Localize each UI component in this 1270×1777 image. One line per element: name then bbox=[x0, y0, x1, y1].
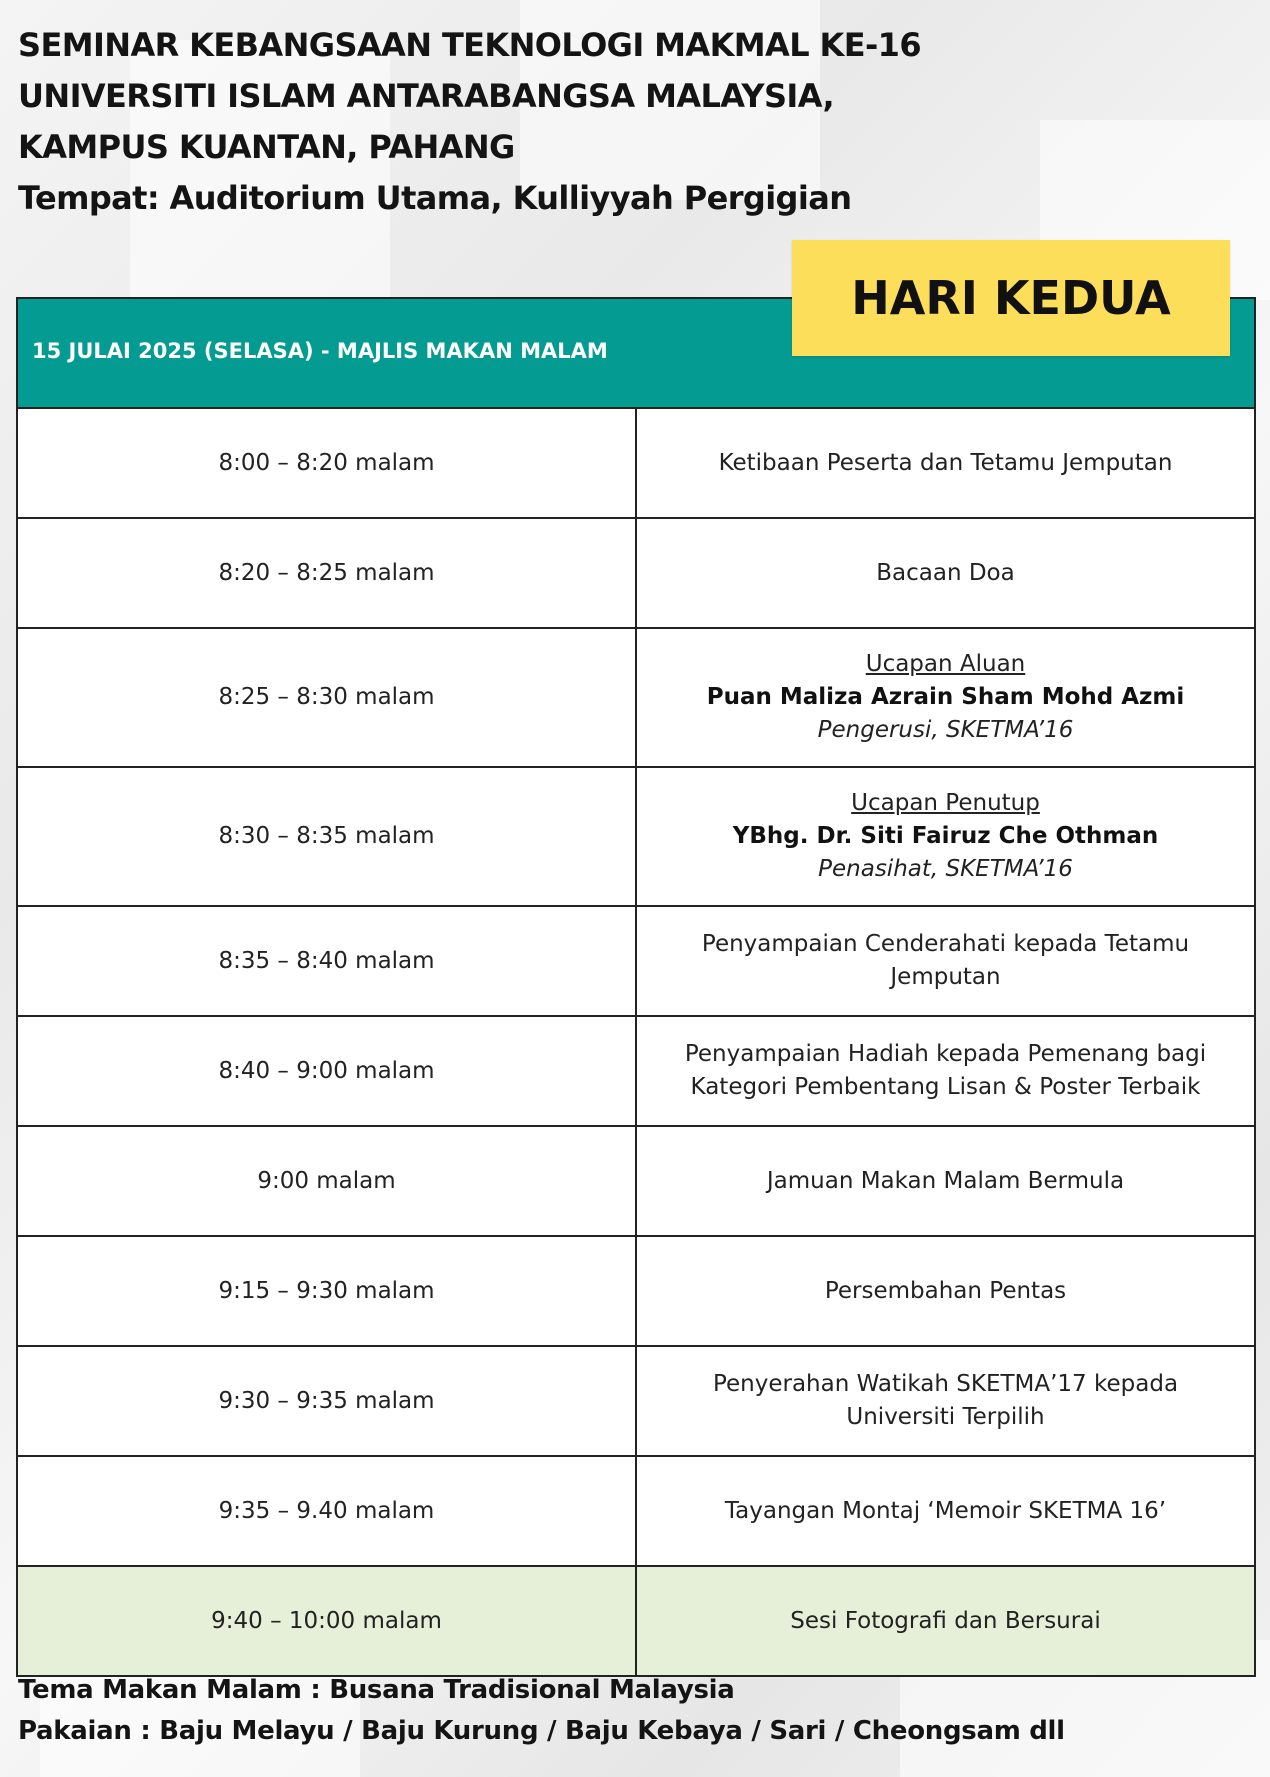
campus-location: KAMPUS KUANTAN, PAHANG bbox=[18, 128, 515, 166]
table-row bbox=[18, 1457, 1254, 1567]
activity-cell bbox=[637, 768, 1254, 905]
activity-cell: Ketibaan Peserta dan Tetamu Jemputan bbox=[718, 449, 1173, 476]
section-title: 15 JULAI 2025 (SELASA) - MAJLIS MAKAN MALAM bbox=[32, 339, 608, 363]
activity-cell bbox=[637, 1347, 1254, 1455]
activity-cell bbox=[637, 907, 1254, 1015]
time-cell: 8:20 – 8:25 malam bbox=[18, 519, 637, 627]
activity-line: Kategori Pembentang Lisan & Poster Terbaik bbox=[690, 1074, 1201, 1100]
attire-note: Pakaian : Baju Melayu / Baju Kurung / Baju Kebaya / Sari / Cheongsam dll bbox=[18, 1716, 1065, 1746]
activity-cell: Tayangan Montaj ‘Memoir SKETMA 16’ bbox=[724, 1497, 1167, 1524]
speaker-name: YBhg. Dr. Siti Fairuz Che Othman bbox=[732, 823, 1159, 849]
table-row bbox=[18, 409, 1254, 519]
time-cell: 8:35 – 8:40 malam bbox=[18, 907, 637, 1015]
table-row bbox=[18, 907, 1254, 1017]
activity-cell bbox=[637, 629, 1254, 766]
event-title: SEMINAR KEBANGSAAN TEKNOLOGI MAKMAL KE-16 bbox=[18, 26, 921, 64]
time-cell: 9:35 – 9.40 malam bbox=[18, 1457, 637, 1565]
day-badge bbox=[792, 240, 1230, 356]
speech-heading: Ucapan Aluan bbox=[865, 651, 1026, 677]
time-cell: 9:00 malam bbox=[18, 1127, 637, 1235]
university-name: UNIVERSITI ISLAM ANTARABANGSA MALAYSIA, bbox=[18, 77, 835, 115]
table-row bbox=[18, 1237, 1254, 1347]
event-header bbox=[18, 20, 1018, 224]
speech-heading: Ucapan Penutup bbox=[851, 790, 1040, 816]
venue: Tempat: Auditorium Utama, Kulliyyah Pergigian bbox=[18, 179, 852, 217]
schedule-table bbox=[16, 297, 1256, 1677]
table-row bbox=[18, 629, 1254, 768]
activity-line: Penyerahan Watikah SKETMA’17 kepada bbox=[712, 1371, 1179, 1397]
activity-line: Jemputan bbox=[890, 964, 1001, 990]
table-row bbox=[18, 1017, 1254, 1127]
speaker-role: Pengerusi, SKETMA’16 bbox=[817, 717, 1074, 743]
activity-cell: Bacaan Doa bbox=[876, 559, 1015, 586]
table-row bbox=[18, 1127, 1254, 1237]
dinner-theme: Tema Makan Malam : Busana Tradisional Malaysia bbox=[18, 1675, 735, 1705]
time-cell: 9:40 – 10:00 malam bbox=[18, 1567, 637, 1675]
speaker-role: Penasihat, SKETMA’16 bbox=[818, 856, 1073, 882]
day-badge-label: HARI KEDUA bbox=[851, 271, 1171, 325]
time-cell: 9:30 – 9:35 malam bbox=[18, 1347, 637, 1455]
activity-cell: Persembahan Pentas bbox=[824, 1277, 1067, 1304]
table-row bbox=[18, 1347, 1254, 1457]
activity-line: Penyampaian Hadiah kepada Pemenang bagi bbox=[684, 1041, 1207, 1067]
time-cell: 8:40 – 9:00 malam bbox=[18, 1017, 637, 1125]
time-cell: 8:25 – 8:30 malam bbox=[18, 629, 637, 766]
footer-notes bbox=[18, 1670, 1065, 1752]
time-cell: 8:00 – 8:20 malam bbox=[18, 409, 637, 517]
speaker-name: Puan Maliza Azrain Sham Mohd Azmi bbox=[706, 684, 1185, 710]
activity-line: Universiti Terpilih bbox=[846, 1404, 1045, 1430]
table-row bbox=[18, 1567, 1254, 1675]
table-row bbox=[18, 768, 1254, 907]
time-cell: 9:15 – 9:30 malam bbox=[18, 1237, 637, 1345]
table-row bbox=[18, 519, 1254, 629]
activity-cell bbox=[637, 1017, 1254, 1125]
activity-line: Penyampaian Cenderahati kepada Tetamu bbox=[701, 931, 1190, 957]
activity-cell: Sesi Fotografi dan Bersurai bbox=[790, 1607, 1101, 1634]
time-cell: 8:30 – 8:35 malam bbox=[18, 768, 637, 905]
activity-cell: Jamuan Makan Malam Bermula bbox=[766, 1167, 1125, 1194]
